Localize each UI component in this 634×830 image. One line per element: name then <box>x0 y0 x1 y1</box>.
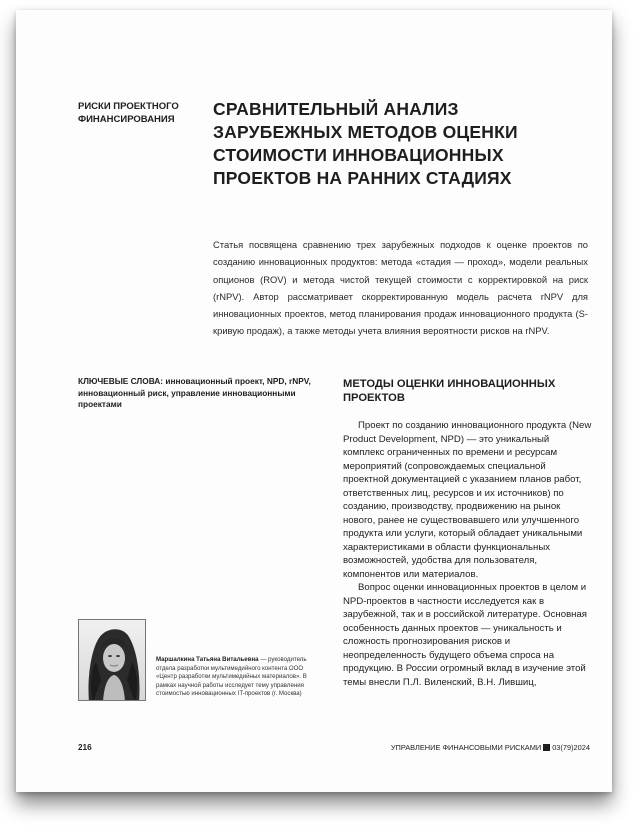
body-paragraph: Вопрос оценки инновационных проектов в целом и NPD-проектов в частности исследуется как в зарубежной, так и в российской литературе. Основная особенность данных проектов — уникальность и сложность прогнозирования рисков и неопределенность будущего объема спроса на продукцию. В России огромный вклад в изучение этой темы внесли П.Л. Виленский, В.Н. Лившиц, <box>343 582 587 688</box>
body-paragraph: Проект по созданию инновационного продукта (New Product Development, NPD) — это уникальный комплекс ограниченных по времени и ресурсам мероприятий (сопровождаемых специальной проектной документацией с указанием планов работ, ответственных лиц, ресурсов и их источников) по созданию, производству, продвижению на рынок нового, ранее не существовавшего или улучшенного продукта или услуги, который обладает уникальными характеристиками в области функциональных возможностей, удобства для пользователя, компонентов или материалов. <box>343 420 592 580</box>
journal-issue: 03(79)2024 <box>552 743 590 752</box>
keywords-label: КЛЮЧЕВЫЕ СЛОВА: <box>78 376 164 386</box>
author-name: Маршалкина Татьяна Витальевна <box>156 656 259 663</box>
section-label: РИСКИ ПРОЕКТНОГО ФИНАНСИРОВАНИЯ <box>78 101 179 125</box>
journal-name: УПРАВЛЕНИЕ ФИНАНСОВЫМИ РИСКАМИ <box>390 743 542 752</box>
body-text <box>343 419 593 689</box>
keywords <box>78 376 318 411</box>
section-heading: МЕТОДЫ ОЦЕНКИ ИННОВАЦИОННЫХ ПРОЕКТОВ <box>343 378 556 404</box>
abstract: Статья посвящена сравнению трех зарубежных подходов к оценке проектов по созданию инновационных продуктов: метода «стадия — проход», модели реальных опционов (ROV) и метода чистой текущей стоимости с корректировкой на риск (rNPV). Автор рассматривает скорректированную модель расчета rNPV для инновационных проектов, метод планирования продаж инновационного продукта (S-кривую продаж), а также методы учета влияния вероятности рисков на rNPV. <box>213 239 588 337</box>
keywords-text: инновационный проект, NPD, rNPV, инновационный риск, управление инновационными проектами <box>78 376 311 409</box>
article-title: СРАВНИТЕЛЬНЫЙ АНАЛИЗ ЗАРУБЕЖНЫХ МЕТОДОВ ОЦЕНКИ СТОИМОСТИ ИННОВАЦИОННЫХ ПРОЕКТОВ НА РАННИХ СТАДИЯХ <box>213 99 518 188</box>
author-photo <box>78 619 146 701</box>
author-portrait-image <box>79 620 146 701</box>
square-separator-icon <box>543 744 550 751</box>
author-description: — руководитель отдела разработки мультимедийного контента ООО «Центр разработки мультимедийных материалов». В рамках научной работы исследует тему управления стоимостью инновационных IT-проектов (г. Москва) <box>156 656 307 698</box>
page-number: 216 <box>78 743 92 752</box>
running-footer <box>391 743 590 752</box>
journal-page <box>16 10 612 792</box>
author-info <box>156 656 324 699</box>
